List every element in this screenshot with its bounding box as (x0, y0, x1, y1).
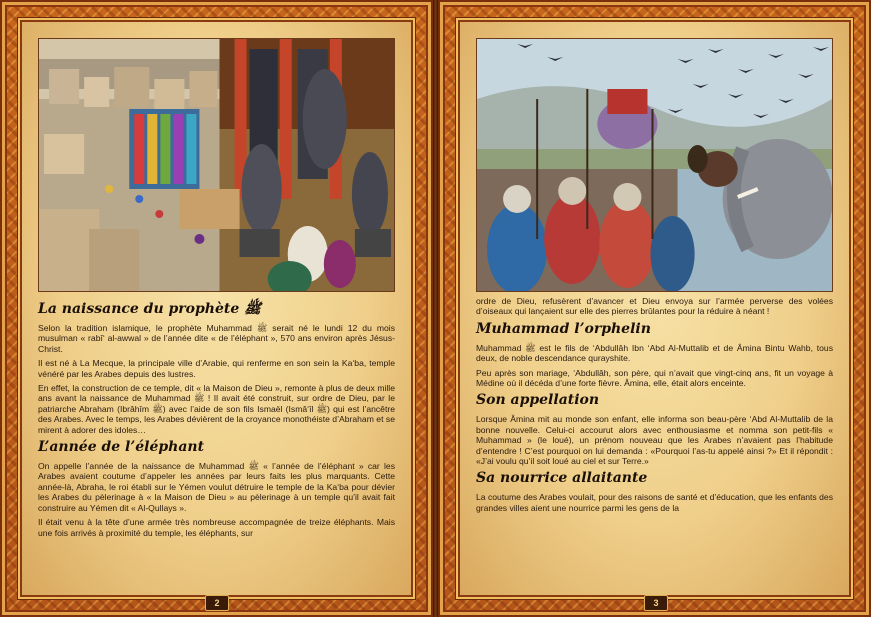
paragraph: Lorsque Âmina mit au monde son enfant, elle informa son beau-père ‘Abd Al-Muttalib de la bonne nouvelle. Celui-ci accourut alors avec enthousiasme et nomma son petit-fils « Muhammad » (le loué), un prénom nouveau que les Arabes n’avaient pas l’habitude d’entendre ! C’est pourquoi on lui demanda : «Pourquoi l’as-tu appelé ainsi ?» Et il répondit : «J’ai voulu qu’il soit loué au ciel et sur Terre.» (476, 414, 833, 467)
paragraph: On appelle l’année de la naissance de Muhammad ﷺ « l’année de l’éléphant » car les Arabes avaient coutume d’appeler les années par leurs faits les plus marquants. Cette année-là, Abraha, le roi établi sur le Yémen voulut détruire le temple de la Ka‘ba pour dévier les Arabes du pèlerinage à « la Maison de Dieu » au pèlerinage à un temple qu’il avait fait construire au Yémen dit « Al-Qullays ». (38, 461, 396, 513)
heading-nourrice: Sa nourrice allaitante (476, 470, 648, 487)
mecca-illustration (38, 38, 395, 292)
heading-appellation: Son appellation (476, 392, 600, 409)
right-text-column (476, 296, 833, 517)
elephant-army-illustration (476, 38, 833, 292)
heading-naissance: La naissance du prophète ﷺ (38, 301, 262, 317)
heading-annee-elephant: L’année de l’éléphant (38, 439, 205, 456)
paragraph: Selon la tradition islamique, le prophète Muhammad ﷺ serait né le lundi 12 du mois musulman « rabî‘ al-awwal » de l’année dite « de l’éléphant », 570 ans environ après Jésus-Christ. (38, 323, 395, 354)
right-page (438, 0, 871, 617)
paragraph: Il est né à La Mecque, la principale ville d’Arabie, qui renferme en son sein la Ka‘ba, temple vénéré par les Arabes depuis des lustres. (38, 358, 395, 379)
army-scene-image (477, 39, 832, 291)
right-parchment (460, 22, 849, 595)
left-text-column (38, 297, 395, 542)
mecca-scene-image (39, 39, 394, 291)
paragraph: La coutume des Arabes voulait, pour des raisons de santé et d’éducation, que les enfants des grandes villes aient une nourrice parmi les gens de la (476, 492, 833, 513)
left-page (0, 0, 433, 617)
page-number: 3 (644, 595, 668, 611)
heading-orphelin: Muhammad l’orphelin (476, 320, 651, 337)
page-number: 2 (205, 595, 229, 611)
paragraph: Il était venu à la tête d’une armée très nombreuse accompagnée de treize éléphants. Mais une fois arrivés à proximité du temple, les éléphants, sur (38, 517, 395, 538)
paragraph: En effet, la construction de ce temple, dit « la Maison de Dieu », remonte à plus de deux mille ans avant la naissance de Muhammad ﷺ ! Il avait été construit, sur ordre de Dieu, par le patriarche Abraham (Ibrâhîm ﷺ) avec l’aide de son fils Ismaël (Ismâ‘îl ﷺ) qui est l’ancêtre des Arabes. Avec le temps, les Arabes dévièrent de la croyance monothéiste d’Abraham et se mirent à adorer des idoles… (38, 383, 395, 435)
paragraph: Peu après son mariage, ‘Abdullâh, son père, qui n’avait que vingt-cinq ans, fit un voyage à Médine où il décéda d’une forte fièvre. Âmina, elle, était alors enceinte. (476, 367, 833, 389)
paragraph: ordre de Dieu, refusèrent d’avancer et Dieu envoya sur l’armée perverse des volées d’oiseaux qui lançaient sur elle des pierres brûlantes pour la réduire à néant ! (476, 296, 833, 317)
left-parchment (22, 22, 411, 595)
paragraph: Muhammad ﷺ est le fils de ‘Abdullâh Ibn ‘Abd Al-Muttalib et de Âmina Bintu Wahb, tous deux, de noble descendance qurayshite. (476, 342, 833, 364)
